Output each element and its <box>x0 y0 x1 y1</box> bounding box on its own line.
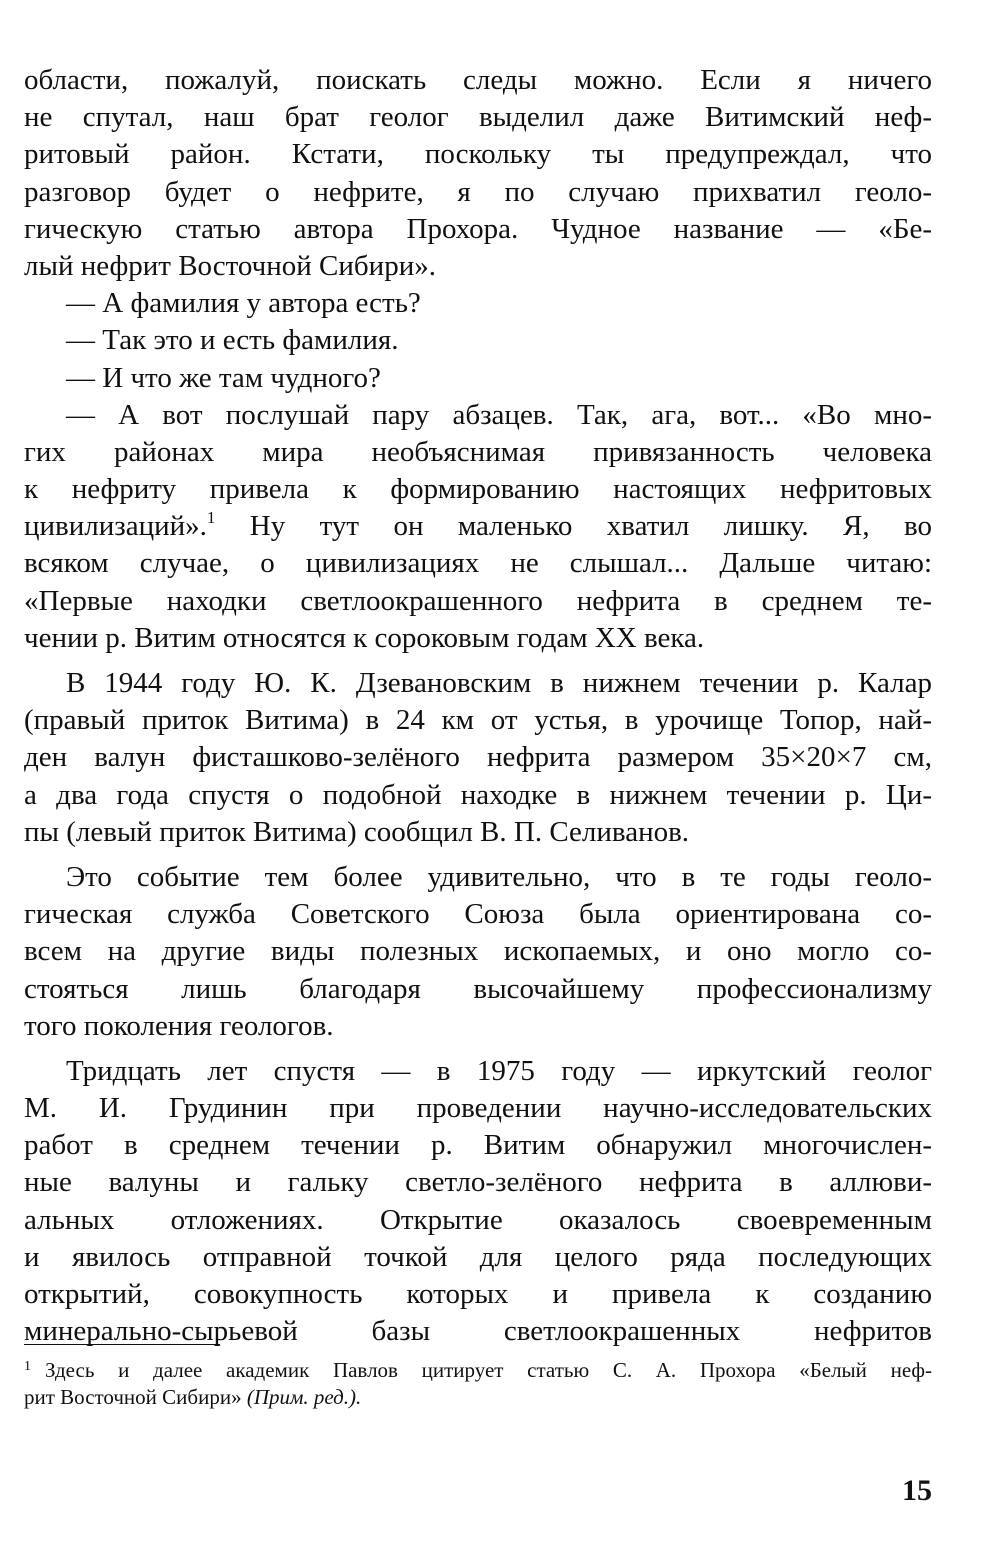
text-line: а два года спустя о подобной находке в нижнем течении р. Ци- <box>24 778 932 811</box>
paragraph-start: Тридцать лет спустя — в 1975 году — иркутский геолог <box>66 1054 932 1087</box>
text-line: чении р. Витим относятся к сороковым годам XX века. <box>24 621 705 654</box>
footnote <box>24 1352 932 1412</box>
main-text <box>24 62 932 1350</box>
footnote-marker: 1 <box>24 1359 31 1374</box>
text-line: того поколения геологов. <box>24 1009 334 1042</box>
text-line: М. И. Грудинин при проведении научно-исследовательских <box>24 1092 932 1125</box>
footnote-divider <box>24 1344 220 1345</box>
paragraph-start: В 1944 году Ю. К. Дзевановским в нижнем течении р. Калар <box>66 667 932 699</box>
dialogue-line: — И что же там чудного? <box>66 361 381 394</box>
text-line: области, пожалуй, поискать следы можно. Если я ничего <box>24 64 932 96</box>
footnote-text: Здесь и далее академик Павлов цитирует статью С. А. Прохора «Белый неф- <box>45 1358 932 1382</box>
text-line: «Первые находки светлоокрашенного нефрита в среднем те- <box>24 584 932 617</box>
footnote-text: рит Восточной Сибири» <box>24 1385 242 1409</box>
text-line: гическая служба Советского Союза была ориентирована со- <box>24 898 932 931</box>
text-fragment: цивилизаций». <box>24 510 207 543</box>
text-line: лый нефрит Восточной Сибири». <box>24 249 436 282</box>
text-line: не спутал, наш брат геолог выделил даже Витимский неф- <box>24 101 932 134</box>
text-line: всяком случае, о цивилизациях не слышал... Дальше читаю: <box>24 547 932 580</box>
editor-note: (Прим. ред.). <box>246 1385 362 1409</box>
text-fragment: Ну тут он маленько хватил лишку. Я, во <box>215 510 932 543</box>
text-line: ден валун фисташково-зелёного нефрита размером 35×20×7 см, <box>24 741 932 774</box>
paragraph-start: Это событие тем более удивительно, что в те годы геоло- <box>66 860 932 893</box>
text-line: гическую статью автора Прохора. Чудное название — «Бе- <box>24 212 932 245</box>
text-line: всем на другие виды полезных ископаемых, и оно могло со- <box>24 935 932 968</box>
text-line: и явилось отправной точкой для целого ряда последующих <box>24 1240 932 1273</box>
text-line: ные валуны и гальку светло-зелёного нефрита в аллюви- <box>24 1166 932 1199</box>
text-line: гих районах мира необъяснимая привязанность человека <box>24 435 932 468</box>
text-line: работ в среднем течении р. Витим обнаружил многочислен- <box>24 1129 932 1162</box>
text-line-with-footnote-ref <box>24 508 932 545</box>
text-line: (правый приток Витима) в 24 км от устья, в урочище Топор, най- <box>24 704 932 737</box>
dialogue-line: — А вот послушай пару абзацев. Так, ага, вот... «Во мно- <box>66 398 932 431</box>
text-line: разговор будет о нефрите, я по случаю прихватил геоло- <box>24 175 932 208</box>
text-line: стояться лишь благодаря высочайшему профессионализму <box>24 972 932 1005</box>
text-line: к нефриту привела к формированию настоящих нефритовых <box>24 473 932 506</box>
text-line: ритовый район. Кстати, поскольку ты предупреждал, что <box>24 138 932 171</box>
footnote-reference[interactable]: 1 <box>206 508 216 528</box>
text-line: пы (левый приток Витима) сообщил В. П. Селиванов. <box>24 815 690 848</box>
text-line: альных отложениях. Открытие оказалось своевременным <box>24 1203 932 1236</box>
text-line: минерально-сырьевой базы светлоокрашенных нефритов <box>24 1315 932 1348</box>
text-line: открытий, совокупность которых и привела к созданию <box>24 1278 932 1310</box>
page-number: 15 <box>902 1474 932 1507</box>
footnote-line <box>24 1382 932 1412</box>
dialogue-line: — А фамилия у автора есть? <box>66 287 421 320</box>
dialogue-line: — Так это и есть фамилия. <box>66 324 399 357</box>
footnote-line <box>24 1352 932 1382</box>
